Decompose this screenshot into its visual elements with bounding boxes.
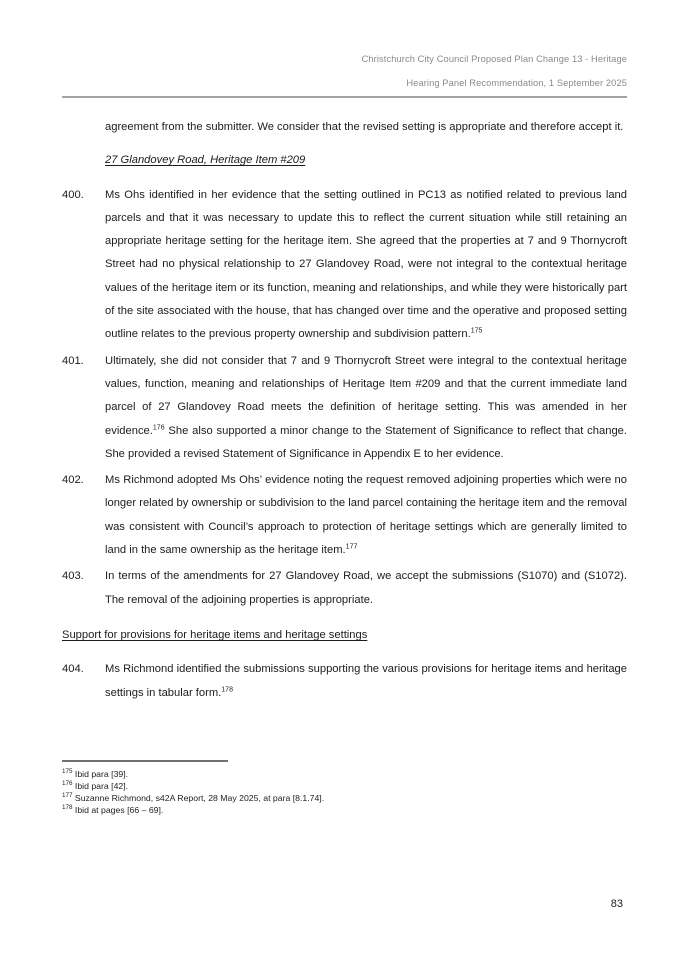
- numbered-paragraph: [62, 565, 627, 612]
- heading-heritage-item: 27 Glandovey Road, Heritage Item #209: [105, 154, 306, 167]
- footnote-number: 178: [62, 804, 73, 812]
- footnote-list: [62, 768, 627, 817]
- paragraph-number: 403.: [62, 570, 84, 583]
- footnotes-section: [62, 760, 627, 817]
- footnote-divider: [62, 760, 228, 762]
- paragraph-text: Ms Richmond identified the submissions supporting the various provisions for heritage items and heritage settings in tabular form.$^{178}$: [105, 663, 627, 699]
- header-line-2: Hearing Panel Recommendation, 1 September 2025: [406, 78, 627, 88]
- footnote-reference: 177: [345, 543, 358, 551]
- numbered-paragraph-group-1: [62, 184, 627, 612]
- paragraph-number: 402.: [62, 474, 84, 487]
- paragraph-continuation: agreement from the submitter. We consider that the revised setting is appropriate and therefore accept it.: [105, 121, 624, 133]
- footnote: $^{178}$ Ibid at pages [66 – 69].: [62, 804, 164, 816]
- footnote-reference: 175: [470, 327, 483, 335]
- numbered-paragraph-group-2: [62, 658, 627, 705]
- paragraph-text: Ultimately, she did not consider that 7 and 9 Thornycroft Street were integral to the contextual heritage values, function, meaning and relationships of Heritage Item #209 and that the current immediate land parcel of 27 Glandovey Road meets the definition of heritage setting. This was amended in her evidence.$^{176}$ She also supported a minor change to the Statement of Significance to reflect that change. She provided a revised Statement of Significance in Appendix E to her evidence.: [105, 354, 627, 460]
- footnote-number: 175: [62, 767, 73, 775]
- numbered-paragraph: [62, 350, 627, 466]
- footnote: $^{176}$ Ibid para [42].: [62, 780, 129, 792]
- paragraph-text: In terms of the amendments for 27 Glandovey Road, we accept the submissions (S1070) and (S1072). The removal of the adjoining properties is appropriate.: [105, 570, 627, 606]
- paragraph-number: 404.: [62, 663, 84, 676]
- footnote: $^{177}$ Suzanne Richmond, s42A Report, 28 May 2025, at para [8.1.74].: [62, 792, 325, 804]
- numbered-paragraph: [62, 469, 627, 562]
- footnote-number: 176: [62, 780, 73, 788]
- paragraph-number: 400.: [62, 188, 84, 201]
- page-header: [62, 0, 627, 95]
- heading-support-provisions: Support for provisions for heritage items and heritage settings: [62, 628, 368, 641]
- paragraph-number: 401.: [62, 354, 84, 367]
- paragraph-text: Ms Ohs identified in her evidence that the setting outlined in PC13 as notified related to previous land parcels and that it was necessary to update this to reflect the current situation while still retaining an appropriate heritage setting for the heritage item. She agreed that the properties at 7 and 9 Thornycroft Street had no physical relationship to 27 Glandovey Road, were not integral to the contextual heritage values of the heritage item or its function, meaning and relationships, and while they were historically part of the site associated with the house, that has changed over time and the operative and proposed setting outline relates to the previous property ownership and subdivision pattern.$^{175}$: [105, 188, 627, 341]
- footnote: $^{175}$ Ibid para [39].: [62, 767, 129, 779]
- numbered-paragraph: [62, 658, 627, 705]
- footnote-number: 177: [62, 792, 73, 800]
- footnote-reference: 178: [221, 685, 233, 693]
- document-content: [62, 116, 627, 705]
- header-divider: [62, 96, 627, 98]
- numbered-paragraph: [62, 184, 627, 347]
- page-number: 83: [610, 898, 623, 910]
- header-line-1: Christchurch City Council Proposed Plan Change 13 - Heritage: [361, 54, 627, 64]
- footnote-reference: 176: [152, 423, 165, 431]
- paragraph-text: Ms Richmond adopted Ms Ohs’ evidence noting the request removed adjoining properties which were no longer related by ownership or subdivision to the land parcel containing the heritage item and the removal was consistent with Council’s approach to protection of heritage settings which are generally limited to land in the same ownership as the heritage item.$^{177}$: [105, 474, 627, 557]
